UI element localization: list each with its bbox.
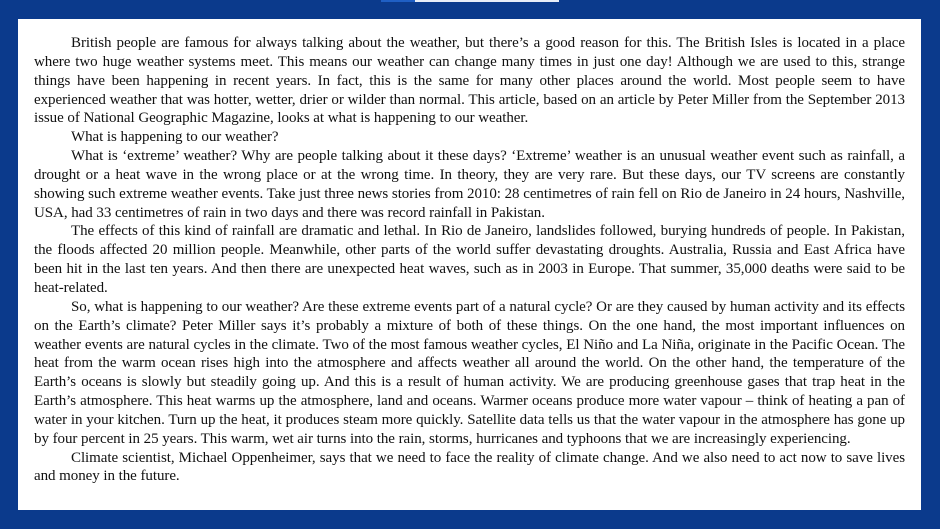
paragraph-intro: British people are famous for always talking about the weather, but there’s a good reason for this. The British Isles is located in a place where two huge weather systems meet. This means our weather can change many times in just one day! Although we are used to this, strange things have been happening in recent years. In fact, this is the same for many other places around the world. Most people seem to have experienced weather that was hotter, wetter, drier or wilder than normal. This article, based on an article by Peter Miller from the September 2013 issue of National Geographic Magazine, looks at what is happening to our weather. — [34, 35, 905, 127]
paragraph-conclusion: Climate scientist, Michael Oppenheimer, says that we need to face the reality of climate change. And we also need to act now to save lives and money in the future. — [34, 449, 905, 485]
top-accent-tab — [381, 0, 415, 2]
document-page — [18, 19, 921, 510]
paragraph-causes: So, what is happening to our weather? Are these extreme events part of a natural cycle? Or are they caused by human activity and its effects on the Earth’s climate? Peter Miller says it’s probably a mixture of both of these things. On the one hand, the most important influences on weather events are natural cycles in the climate. Two of the most famous weather cycles, El Niño and La Niña, originate in the Pacific Ocean. The heat from the warm ocean rises high into the atmosphere and affects weather all around the world. On the other hand, the temperature of the Earth’s oceans is slowly but steadily going up. And this is a result of human activity. We are producing greenhouse gases that trap heat in the Earth’s atmosphere. This heat warms up the atmosphere, land and oceans. Warmer oceans produce more water vapour – think of heating a pan of water in your kitchen. Turn up the heat, it produces steam more quickly. Satellite data tells us that the water vapour in the atmosphere has gone up by four percent in 25 years. This warm, wet air turns into the rain, storms, hurricanes and typhoons that we are increasingly experiencing. — [34, 298, 905, 447]
section-heading: What is happening to our weather? — [71, 129, 279, 146]
top-accent-bar — [415, 0, 559, 2]
paragraph-effects: The effects of this kind of rainfall are dramatic and lethal. In Rio de Janeiro, landslides followed, burying hundreds of people. In Pakistan, the floods affected 20 million people. Meanwhile, other parts of the world suffer devastating droughts. Australia, Russia and East Africa have been hit in the last ten years. And then there are unexpected heat waves, such as in 2003 in Europe. That summer, 35,000 deaths were said to be heat-related. — [34, 223, 905, 296]
paragraph-extreme-weather: What is ‘extreme’ weather? Why are people talking about it these days? ‘Extreme’ weather is an unusual weather event such as rainfall, a drought or a heat wave in the wrong place or at the wrong time. In theory, they are very rare. But these days, our TV screens are constantly showing such extreme weather events. Take just three news stories from 2010: 28 centimetres of rain fell on Rio de Janeiro in 24 hours, Nashville, USA, had 33 centimetres of rain in two days and there was record rainfall in Pakistan. — [34, 148, 905, 221]
